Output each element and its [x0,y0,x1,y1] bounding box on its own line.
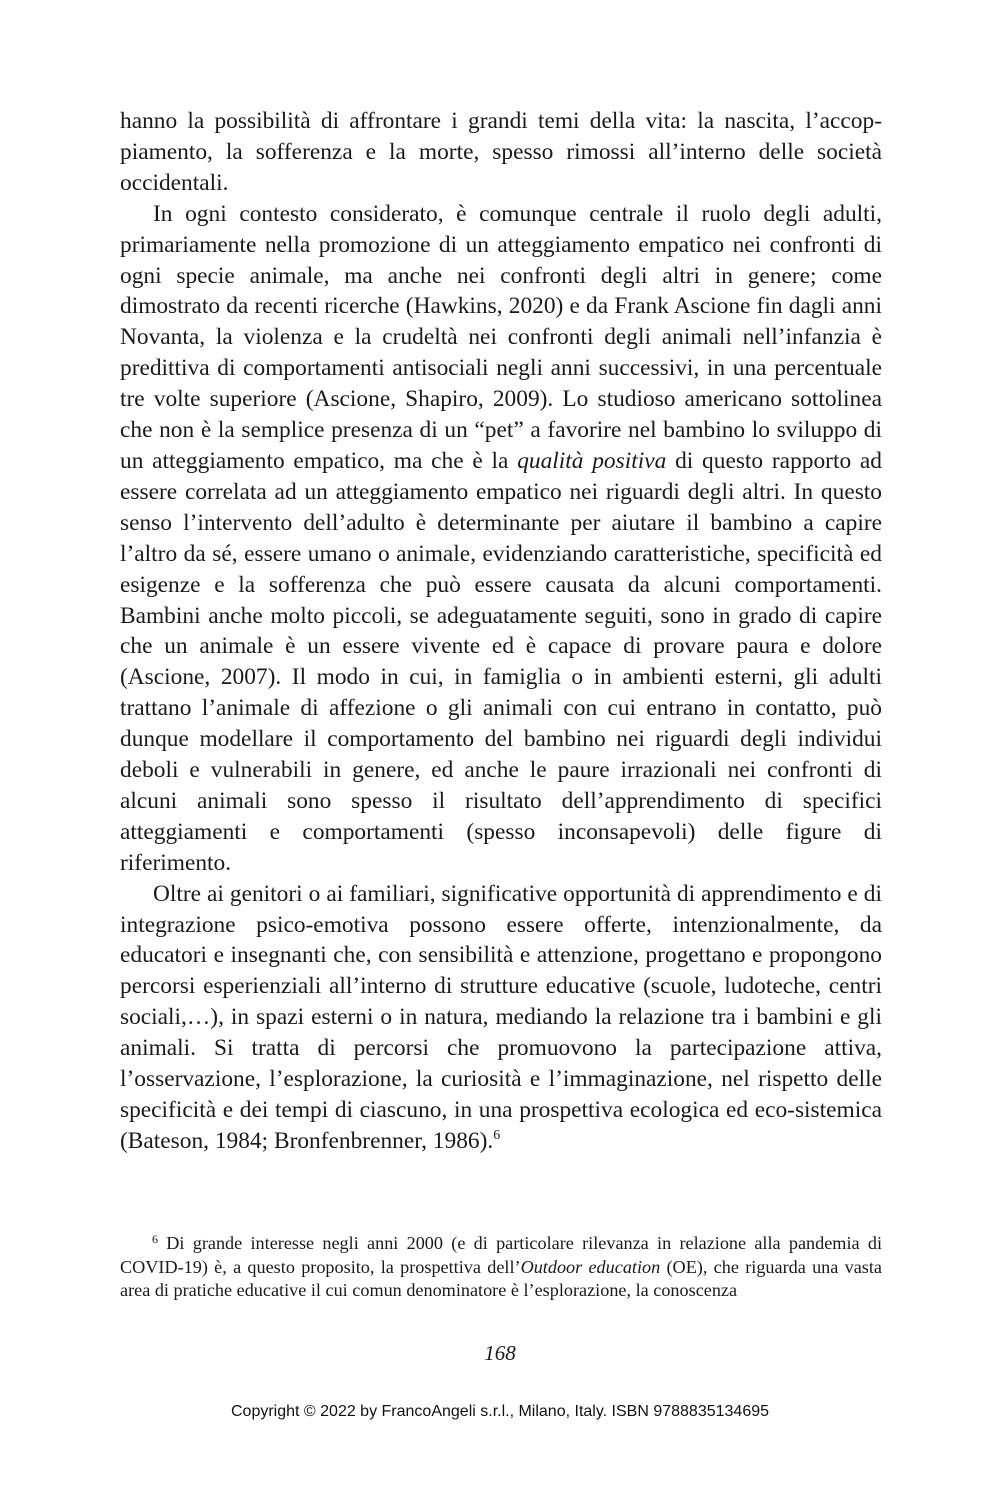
footnote [120,1232,882,1303]
paragraph-educators: Oltre ai genitori o ai familiari, significative opportunità di apprendimento e di integrazione psico-emotiva possono essere offerte, intenzionalmente, da educatori e insegnanti che, con sensibilità e attenzione, progettano e propongono percorsi esperienziali all’interno di strutture educative (scuole, ludoteche, centri sociali,…), in spazi esterni o in natura, mediando la relazione tra i bambini e gli animali. Si tratta di percorsi che promuovono la partecipazione attiva, l’osservazione, l’esplorazione, la curiosità e l’immaginazione, nel rispetto delle specificità e dei tempi di ciascuno, in una prospettiva ecologica ed eco-sistemica (Bateson, 1984; Bronfenbrenner, 1986).$^6$ [120,880,882,1154]
footnote-reference[interactable]: 6 [493,1127,501,1143]
copyright-notice: Copyright © 2022 by FrancoAngeli s.r.l., Milano, Italy. ISBN 9788835134695 [230,1403,770,1420]
emphasis-positive-quality: qualità positiva [517,447,667,474]
paragraph-adults-role: In ogni contesto considerato, è comunque centrale il ruolo degli adulti, primariamente nella promozione di un atteggiamento empatico nei confronti di ogni specie animale, ma anche nei confronti degli altri in genere; come dimostrato da recenti ricerche (Hawkins, 2020) e da Frank Ascione fin dagli anni Novanta, la violenza e la crudeltà nei confronti degli animali nell’infanzia è predittiva di comportamenti antisociali negli anni successivi, in una percentuale tre volte superiore (Ascione, Shapiro, 2009). Lo studioso americano sottolinea che non è la semplice presenza di un “pet” a favorire nel bambino lo sviluppo di un atteggiamento empatico, ma che è la qualità positiva di questo rapporto ad essere correlata ad un atteggiamento empatico nei riguardi degli altri. In questo senso l’intervento dell’adulto è determinante per aiutare il bambino a capire l’altro da sé, essere umano o animale, evidenziando caratteristiche, specificità ed esigenze e la sofferenza che può essere causata da alcuni comportamenti. Bambini anche molto piccoli, se adeguatamente seguiti, sono in grado di capire che un animale è un essere vivente ed è capace di provare paura e dolore (Ascione, 2007). Il modo in cui, in famiglia o in ambienti esterni, gli adulti trattano l’animale di affezione o gli animali con cui entrano in contatto, può dunque modellare il comportamento del bambino nei riguardi degli individui deboli e vulnerabili in genere, ed anche le paure irrazionali nei confronti di alcuni animali sono spesso il risultato dell’apprendimento di specifici atteggiamenti e comportamenti (spesso inconsapevoli) delle figure di riferimento. [120,200,882,876]
footnote-6: $^6$ Di grande interesse negli anni 2000 (e di particolare rilevanza in relazione alla pandemia di COVID-19) è, a questo proposito, la prospettiva dell’Outdoor education (OE), che riguarda una vasta area di pratiche educative il cui comun denominatore è l’esplorazione, la conoscenza [120,1232,882,1300]
footnote-marker: 6 [152,1232,158,1246]
emphasis-outdoor-education: Outdoor education [520,1256,661,1277]
body-text [120,106,882,1157]
paragraph-continued: hanno la possibilità di affrontare i grandi temi della vita: la nascita, l’accoppiamento, la sofferenza e la morte, spesso rimossi all’interno delle società occidentali. [120,108,882,196]
page-number: 168 [484,1341,516,1365]
